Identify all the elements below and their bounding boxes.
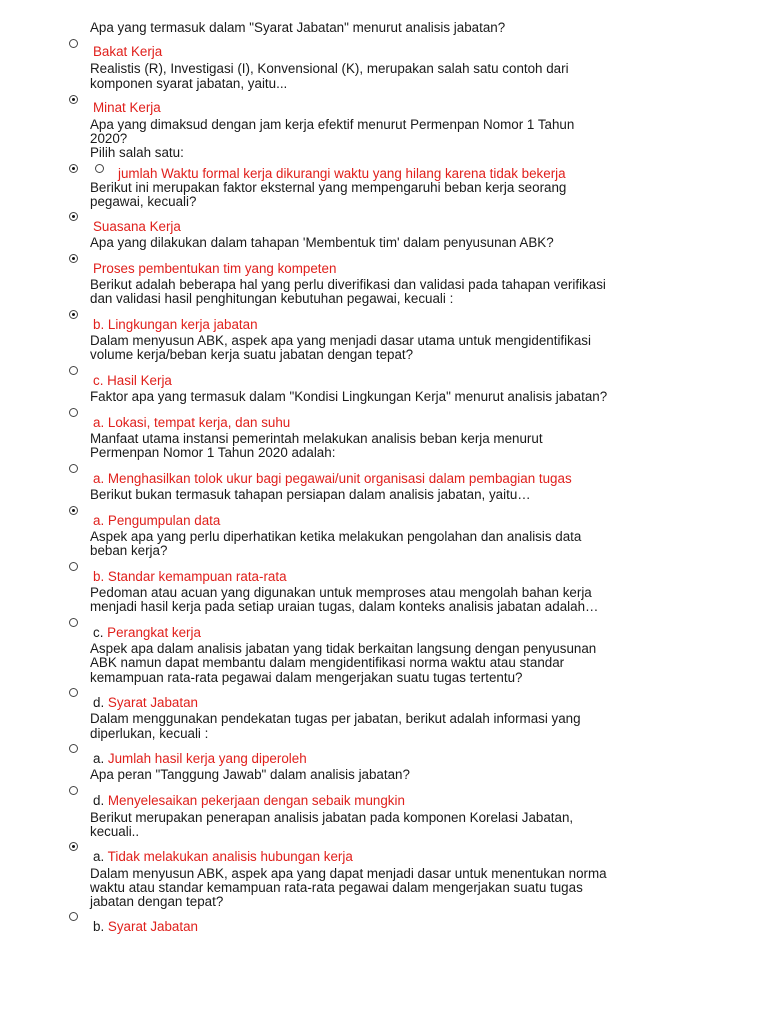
question-text: Apa yang dimaksud dengan jam kerja efektif menurut Permenpan Nomor 1 Tahun xyxy=(90,117,575,132)
radio-button-selected[interactable] xyxy=(69,506,78,515)
answer-option xyxy=(93,793,405,808)
answer-option: a. Lokasi, tempat kerja, dan suhu xyxy=(93,415,291,430)
radio-button-selected[interactable] xyxy=(69,95,78,104)
answer-option: a. Pengumpulan data xyxy=(93,513,221,528)
question-text: Berikut bukan termasuk tahapan persiapan dalam analisis jabatan, yaitu… xyxy=(90,487,531,502)
radio-button[interactable] xyxy=(69,39,78,48)
answer-option: Bakat Kerja xyxy=(93,44,163,59)
answer-option: Minat Kerja xyxy=(93,100,161,115)
answer-option: a. Menghasilkan tolok ukur bagi pegawai/unit organisasi dalam pembagian tugas xyxy=(93,471,572,486)
radio-button-selected[interactable] xyxy=(69,310,78,319)
option-prefix: c. xyxy=(93,625,104,640)
radio-button[interactable] xyxy=(69,786,78,795)
question-text: Berikut ini merupakan faktor eksternal yang mempengaruhi beban kerja seorang xyxy=(90,180,567,195)
question-text: Aspek apa yang perlu diperhatikan ketika melakukan pengolahan dan analisis data xyxy=(90,529,582,544)
answer-option xyxy=(93,849,353,864)
question-text: menjadi hasil kerja pada setiap uraian tugas, dalam konteks analisis jabatan adalah… xyxy=(90,599,599,614)
question-text: waktu atau standar kemampuan rata-rata pegawai dalam mengerjakan suatu tugas xyxy=(90,880,583,895)
question-text: Aspek apa dalam analisis jabatan yang tidak berkaitan langsung dengan penyusunan xyxy=(90,641,597,656)
option-prefix: a. xyxy=(93,751,105,766)
question-text: Dalam menyusun ABK, aspek apa yang menjadi dasar utama untuk mengidentifikasi xyxy=(90,333,591,348)
radio-button[interactable] xyxy=(69,618,78,627)
radio-button[interactable] xyxy=(69,366,78,375)
radio-button[interactable] xyxy=(69,408,78,417)
question-text: Pilih salah satu: xyxy=(90,145,184,160)
question-text: Permenpan Nomor 1 Tahun 2020 adalah: xyxy=(90,445,336,460)
answer-option xyxy=(93,625,201,640)
option-prefix: d. xyxy=(93,695,105,710)
radio-button-selected[interactable] xyxy=(69,164,78,173)
radio-button[interactable] xyxy=(69,688,78,697)
answer-option xyxy=(93,695,198,710)
question-text: Manfaat utama instansi pemerintah melakukan analisis beban kerja menurut xyxy=(90,431,543,446)
question-text: diperlukan, kecuali : xyxy=(90,726,209,741)
question-text: jabatan dengan tepat? xyxy=(90,894,224,909)
radio-button-selected[interactable] xyxy=(69,254,78,263)
question-text: Pedoman atau acuan yang digunakan untuk memproses atau mengolah bahan kerja xyxy=(90,585,592,600)
question-text: dan validasi hasil penghitungan kebutuhan pegawai, kecuali : xyxy=(90,291,454,306)
radio-button[interactable] xyxy=(69,744,78,753)
radio-button[interactable] xyxy=(95,164,104,173)
question-text: pegawai, kecuali? xyxy=(90,194,197,209)
question-text: Faktor apa yang termasuk dalam "Kondisi Lingkungan Kerja" menurut analisis jabatan? xyxy=(90,389,608,404)
question-text: Berikut merupakan penerapan analisis jabatan pada komponen Korelasi Jabatan, xyxy=(90,810,574,825)
question-text: Apa peran "Tanggung Jawab" dalam analisis jabatan? xyxy=(90,767,410,782)
answer-text: Tidak melakukan analisis hubungan kerja xyxy=(107,849,353,864)
answer-option: c. Hasil Kerja xyxy=(93,373,172,388)
answer-text: Jumlah hasil kerja yang diperoleh xyxy=(107,751,307,766)
radio-button-selected[interactable] xyxy=(69,842,78,851)
question-text: komponen syarat jabatan, yaitu... xyxy=(90,76,288,91)
radio-button-selected[interactable] xyxy=(69,212,78,221)
answer-option: b. Standar kemampuan rata-rata xyxy=(93,569,287,584)
radio-button[interactable] xyxy=(69,562,78,571)
option-prefix: d. xyxy=(93,793,105,808)
question-text: beban kerja? xyxy=(90,543,168,558)
question-text: Berikut adalah beberapa hal yang perlu diverifikasi dan validasi pada tahapan verifikasi xyxy=(90,277,606,292)
radio-button[interactable] xyxy=(69,912,78,921)
option-prefix: a. xyxy=(93,849,105,864)
question-text: kemampuan rata-rata pegawai dalam mengerjakan suatu tugas tertentu? xyxy=(90,670,523,685)
question-text: Dalam menyusun ABK, aspek apa yang dapat menjadi dasar untuk menentukan norma xyxy=(90,866,607,881)
answer-option: jumlah Waktu formal kerja dikurangi waktu yang hilang karena tidak bekerja xyxy=(118,166,566,181)
question-text: Apa yang dilakukan dalam tahapan 'Membentuk tim' dalam penyusunan ABK? xyxy=(90,235,554,250)
option-prefix: b. xyxy=(93,919,105,934)
answer-text: Syarat Jabatan xyxy=(107,919,198,934)
answer-option: Suasana Kerja xyxy=(93,219,181,234)
radio-button[interactable] xyxy=(69,464,78,473)
question-text: volume kerja/beban kerja suatu jabatan dengan tepat? xyxy=(90,347,414,362)
answer-option: Proses pembentukan tim yang kompeten xyxy=(93,261,337,276)
answer-option xyxy=(93,919,198,934)
question-text: kecuali.. xyxy=(90,824,140,839)
answer-text: Menyelesaikan pekerjaan dengan sebaik mungkin xyxy=(107,793,405,808)
answer-text: Perangkat kerja xyxy=(107,625,201,640)
question-text: Realistis (R), Investigasi (I), Konvensional (K), merupakan salah satu contoh dari xyxy=(90,61,569,76)
question-text: Dalam menggunakan pendekatan tugas per jabatan, berikut adalah informasi yang xyxy=(90,711,581,726)
answer-option xyxy=(93,751,307,766)
question-text: ABK namun dapat membantu dalam mengidentifikasi norma waktu atau standar xyxy=(90,655,565,670)
answer-option: b. Lingkungan kerja jabatan xyxy=(93,317,258,332)
answer-text: Syarat Jabatan xyxy=(107,695,198,710)
question-text: Apa yang termasuk dalam "Syarat Jabatan" menurut analisis jabatan? xyxy=(90,20,506,35)
question-text: 2020? xyxy=(90,131,128,146)
